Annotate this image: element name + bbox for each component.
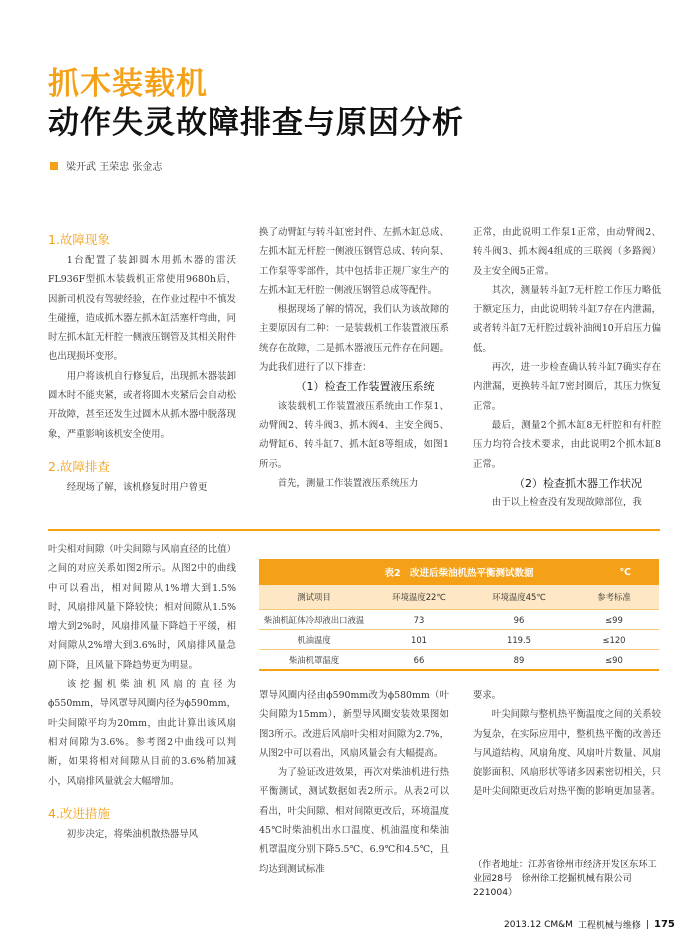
table-cell: 73 (413, 614, 425, 625)
table-row (259, 629, 659, 649)
paragraph: 经现场了解，该机修复时用户曾更 (66, 481, 208, 493)
page-number: 175 (653, 919, 675, 930)
upper-column-1 (48, 229, 236, 497)
paragraph: 最后，测量2个抓木缸8无杆腔和有杆腔压力均符合技术要求，由此说明2个抓木缸8正常。 (473, 419, 661, 470)
paragraph: 1台配置了装卸圆木用抓木器的雷沃FL936F型抓木装载机正常使用9680h后，因新司机没有驾驶经验，在作业过程中不慎发生碰撞，造成抓木器左抓木缸活塞杆弯曲，同时左抓木缸无杆腔一侧液压钢管及其相关附件也出现损坏变形。 (48, 255, 236, 363)
author-address: （作者地址：江苏省徐州市经济开发区东环工业园28号 徐州徐工挖掘机械有限公司 221004） (473, 859, 657, 898)
table-cell: 96 (513, 614, 525, 625)
spacer (48, 444, 236, 456)
section-heading: 1.故障现象 (48, 232, 110, 247)
paragraph: 换了动臂缸与转斗缸密封件、左抓木缸总成、左抓木缸无杆腔一侧液压钢管总成、转向泵、工作泵等零部件，其中包括非正规厂家生产的左抓木缸无杆腔一侧液压钢管总成等配件。 (259, 227, 449, 296)
lower-column-3 (473, 686, 661, 802)
lower-column-2 (259, 686, 449, 879)
paragraph: 要求。 (473, 690, 502, 701)
table-header-cell: 环境温度45℃ (492, 592, 546, 602)
article-title-line2: 动作失灵故障排查与原因分析 (48, 105, 464, 141)
paragraph: 该挖掘机柴油机风扇的直径为ϕ550mm，导风罩导风圈内径为ϕ590mm，叶尖间隙平均为20mm，由此计算出该风扇相对间隙为3.6%。参考图2中曲线可以判断，如果将相对间隙从目前的3.6%稍加减小，风扇排风量就会大幅增加。 (48, 679, 236, 787)
table-caption (259, 559, 659, 585)
paragraph: 再次，进一步检查确认转斗缸7确实存在内泄漏，更换转斗缸7密封圈后，其压力恢复正常。 (473, 362, 661, 412)
table-cell: 柴油机罩温度 (288, 654, 340, 665)
table-2 (259, 559, 659, 671)
table-cell: ≤120 (602, 634, 626, 645)
section-divider (48, 529, 660, 531)
upper-column-2 (259, 223, 449, 493)
authors: 梁开武 王荣忠 张金志 (66, 162, 163, 173)
subsection-heading: （1）检查工作装置液压系统 (295, 380, 435, 394)
spacer (48, 791, 236, 803)
paragraph: 叶尖间隙与整机热平衡温度之间的关系较为复杂，在实际应用中，整机热平衡的改善还与风道结构、风扇角度、风扇叶片数量、风扇旋影面积、风扇形状等诸多因素密切相关，只是叶尖间隙更改后对热平衡的影响更加显著。 (473, 709, 661, 798)
table-cell: ≤90 (605, 654, 623, 665)
subsection-heading: （2）检查抓木器工作状况 (514, 476, 642, 490)
article-title-line1: 抓木装载机 (48, 66, 208, 102)
table-cell: 101 (411, 634, 427, 645)
table-cell: ≤99 (605, 614, 623, 625)
lower-column-1 (48, 540, 236, 844)
paragraph: 正常，由此说明工作泵1正常，由动臂阀2、转斗阀3、抓木阀4组成的三联阀（多路阀）及主安全阀5正常。 (473, 227, 661, 277)
table-header-cell: 参考标准 (597, 592, 631, 602)
author-line (50, 158, 162, 173)
paragraph: 根据现场了解的情况，我们认为该故障的主要原因有二种：一是装载机工作装置液压系统存在故障，二是抓木器液压元件存在问题。为此我们进行了以下排查： (259, 304, 449, 374)
table-header-row (259, 585, 659, 609)
table-caption-text: 表2 改进后柴油机热平衡测试数据 (384, 568, 534, 579)
paragraph: 由于以上检查没有发现故障部位，我 (491, 497, 642, 509)
table-row (259, 649, 659, 669)
table-row (259, 609, 659, 629)
paragraph: 罩导风圈内径由ϕ590mm改为ϕ580mm（叶尖间隙为15mm），新型导风圈安装效果图如图3所示。改进后风扇叶尖相对间隙为2.7%，从图2中可以看出，风扇风量会有大幅提高。 (259, 690, 449, 759)
footer-issue: 2013.12 CM&M (504, 919, 573, 930)
paragraph: 该装载机工作装置液压系统由工作泵1、动臂阀2、转斗阀3、抓木阀4、主安全阀5、动臂缸6、转斗缸7、抓木缸8等组成，如图1所示。 (259, 400, 449, 470)
paragraph: 叶尖相对间隙（叶尖间隙与风扇直径的比值）之间的对应关系如图2所示。从图2中的曲线中可以看出，相对间隙从1%增大到1.5%时，风扇排风量下降较快；相对间隙从1.5%增大到2%时，风扇排风量下降趋于平缓，相对间隙从2%增大到3.6%时，风扇排风量急剧下降，且风量下降趋势更为明显。 (48, 544, 236, 671)
upper-column-3 (473, 223, 661, 512)
paragraph: 其次，测量转斗缸7无杆腔工作压力略低于额定压力，由此说明转斗缸7存在内泄漏，或者转斗缸7无杆腔过载补油阀10开启压力偏低。 (473, 284, 661, 354)
paragraph: 首先，测量工作装置液压系统压力 (277, 477, 419, 489)
table-header-cell: 测试项目 (297, 592, 331, 602)
section-heading: 2.故障排查 (48, 458, 110, 474)
table-cell: 89 (513, 654, 525, 665)
paragraph: 为了验证改进效果，再次对柴油机进行热平衡测试，测试数据如表2所示。从表2可以看出，叶尖间隙、相对间隙更改后，环境温度45℃时柴油机出水口温度、机油温度和柴油机罩温度分别下降5.5℃、6.9℃和4.5℃，且均达到测试标准 (259, 767, 449, 875)
paragraph: 用户将该机自行修复后，出现抓木器装卸圆木时不能夹紧，或者将圆木夹紧后会自动松开故障，甚至还发生过圆木从抓木器中脱落现象，严重影响该机安全使用。 (48, 370, 236, 440)
page-footer (504, 918, 675, 931)
paragraph: 初步决定，将柴油机散热器导风 (66, 828, 199, 840)
table-unit: ℃ (619, 566, 631, 578)
table-header-cell: 环境温度22℃ (392, 592, 446, 602)
table-cell: 柴油机缸体冷却液出口液温 (263, 614, 365, 625)
square-bullet-icon (50, 162, 58, 170)
footer-journal: 工程机械与维修 (577, 921, 641, 931)
table-cell: 66 (413, 654, 425, 665)
footer-separator: | (645, 919, 649, 930)
table-cell: 119.5 (507, 634, 531, 645)
table-cell: 机油温度 (297, 634, 331, 645)
section-heading: 4.改进措施 (48, 805, 110, 821)
